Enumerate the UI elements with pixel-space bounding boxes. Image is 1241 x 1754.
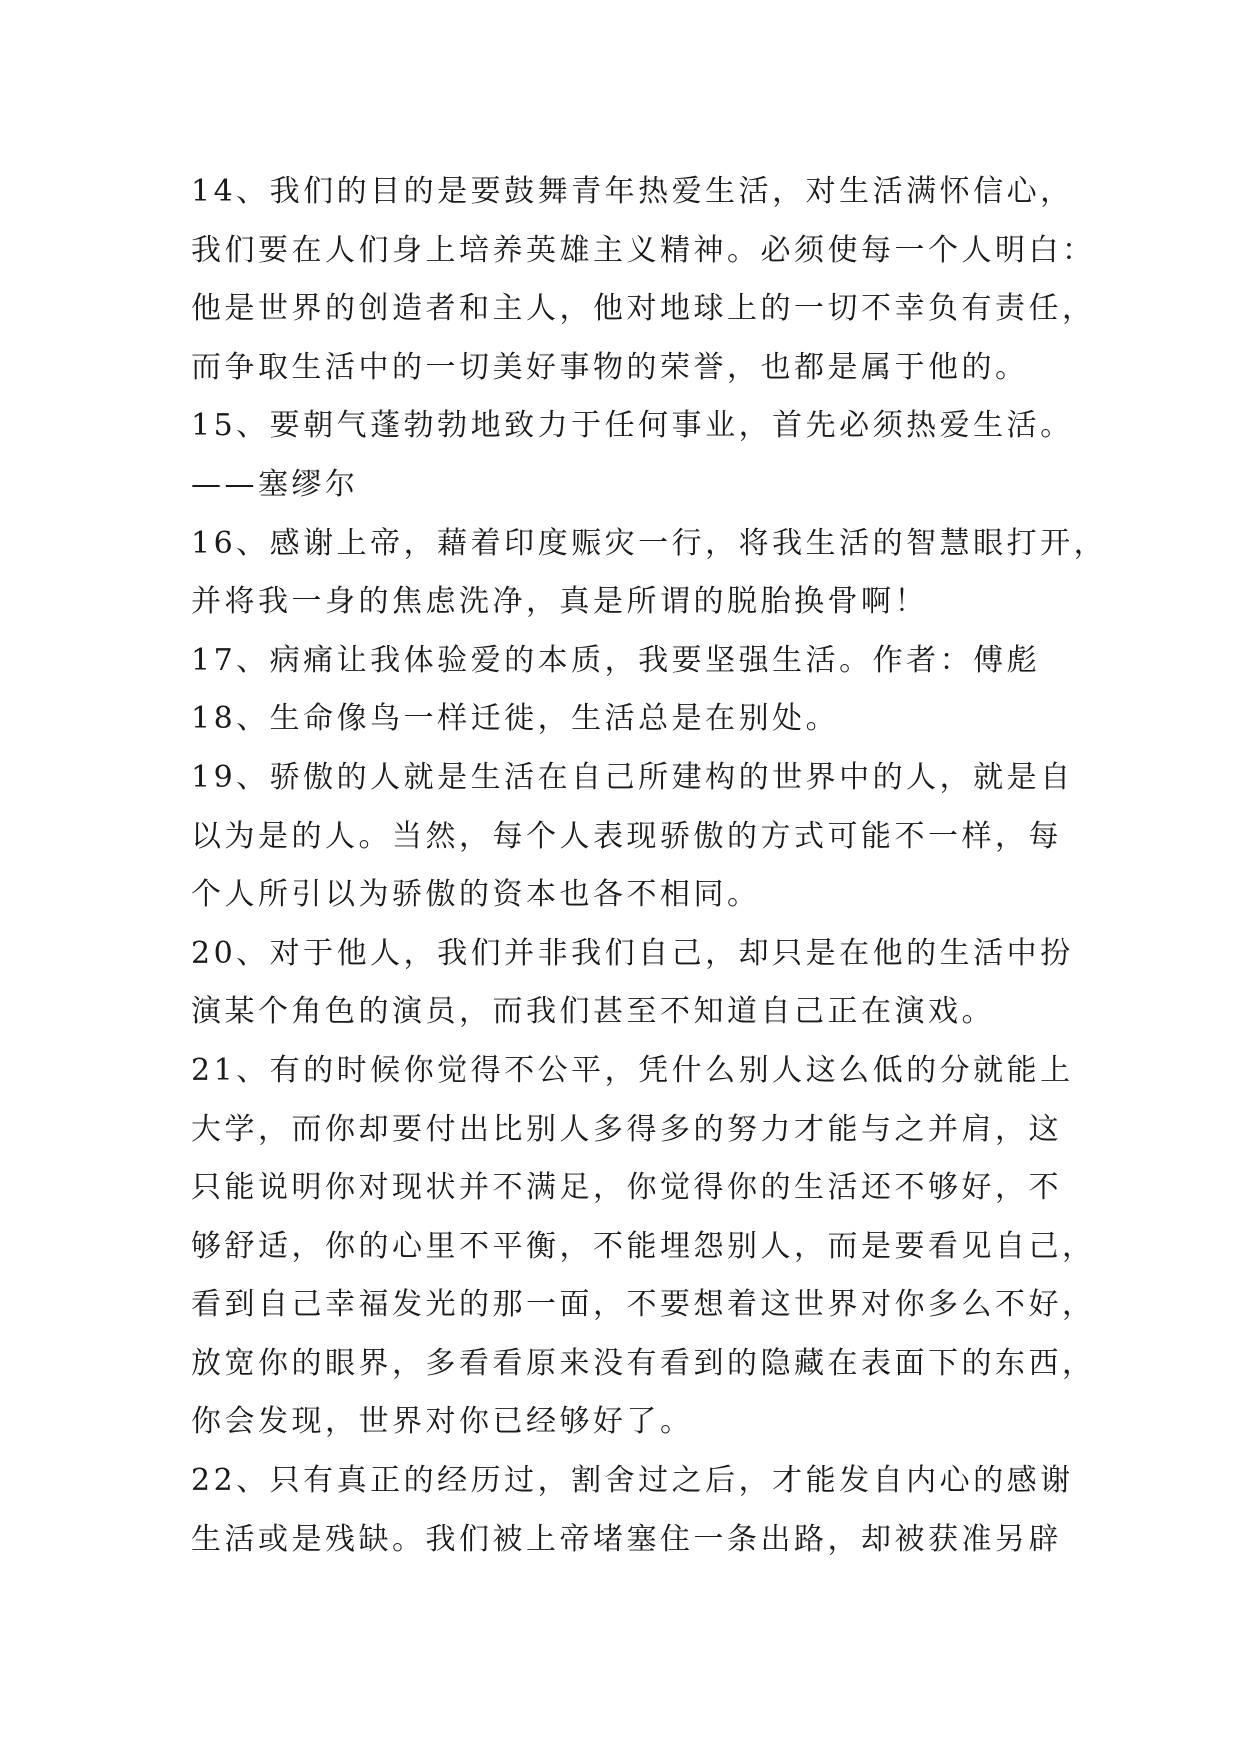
text-line: 放宽你的眼界，多看看原来没有看到的隐藏在表面下的东西， — [191, 1345, 1096, 1381]
text-line: 22、只有真正的经历过，割舍过之后，才能发自内心的感谢 — [191, 1463, 1074, 1499]
text-line: 19、骄傲的人就是生活在自己所建构的世界中的人，就是自 — [191, 759, 1074, 795]
text-line: 看到自己幸福发光的那一面，不要想着这世界对你多么不好， — [191, 1287, 1096, 1323]
text-line: ——塞缪尔 — [191, 466, 359, 502]
text-line: 他是世界的创造者和主人，他对地球上的一切不幸负有责任， — [191, 291, 1096, 327]
text-line: 以为是的人。当然，每个人表现骄傲的方式可能不一样，每 — [191, 818, 1062, 854]
text-line: 只能说明你对现状并不满足，你觉得你的生活还不够好，不 — [191, 1170, 1062, 1206]
text-line: 演某个角色的演员，而我们甚至不知道自己正在演戏。 — [191, 994, 995, 1030]
text-line: 个人所引以为骄傲的资本也各不相同。 — [191, 877, 761, 913]
text-line: 我们要在人们身上培养英雄主义精神。必须使每一个人明白： — [191, 232, 1096, 268]
text-line: 15、要朝气蓬勃勃地致力于任何事业，首先必须热爱生活。 — [191, 408, 1074, 444]
text-line: 大学，而你却要付出比别人多得多的努力才能与之并肩，这 — [191, 1111, 1062, 1147]
text-line: 20、对于他人，我们并非我们自己，却只是在他的生活中扮 — [191, 935, 1074, 971]
text-line: 21、有的时候你觉得不公平，凭什么别人这么低的分就能上 — [191, 1052, 1074, 1088]
text-line: 17、病痛让我体验爱的本质，我要坚强生活。作者：傅彪 — [191, 642, 1041, 678]
text-line: 你会发现，世界对你已经够好了。 — [191, 1404, 694, 1440]
text-line: 生活或是残缺。我们被上帝堵塞住一条出路，却被获准另辟 — [191, 1521, 1062, 1557]
text-line: 够舒适，你的心里不平衡，不能埋怨别人，而是要看见自己， — [191, 1228, 1096, 1264]
text-line: 16、感谢上帝，藉着印度赈灾一行，将我生活的智慧眼打开， — [191, 525, 1108, 561]
text-line: 18、生命像鸟一样迁徙，生活总是在别处。 — [191, 701, 840, 737]
text-line: 并将我一身的焦虑洗净，真是所谓的脱胎换骨啊！ — [191, 584, 928, 620]
document-body — [191, 163, 1108, 1569]
text-line: 14、我们的目的是要鼓舞青年热爱生活，对生活满怀信心， — [191, 174, 1074, 209]
text-line: 而争取生活中的一切美好事物的荣誉，也都是属于他的。 — [191, 349, 1029, 385]
